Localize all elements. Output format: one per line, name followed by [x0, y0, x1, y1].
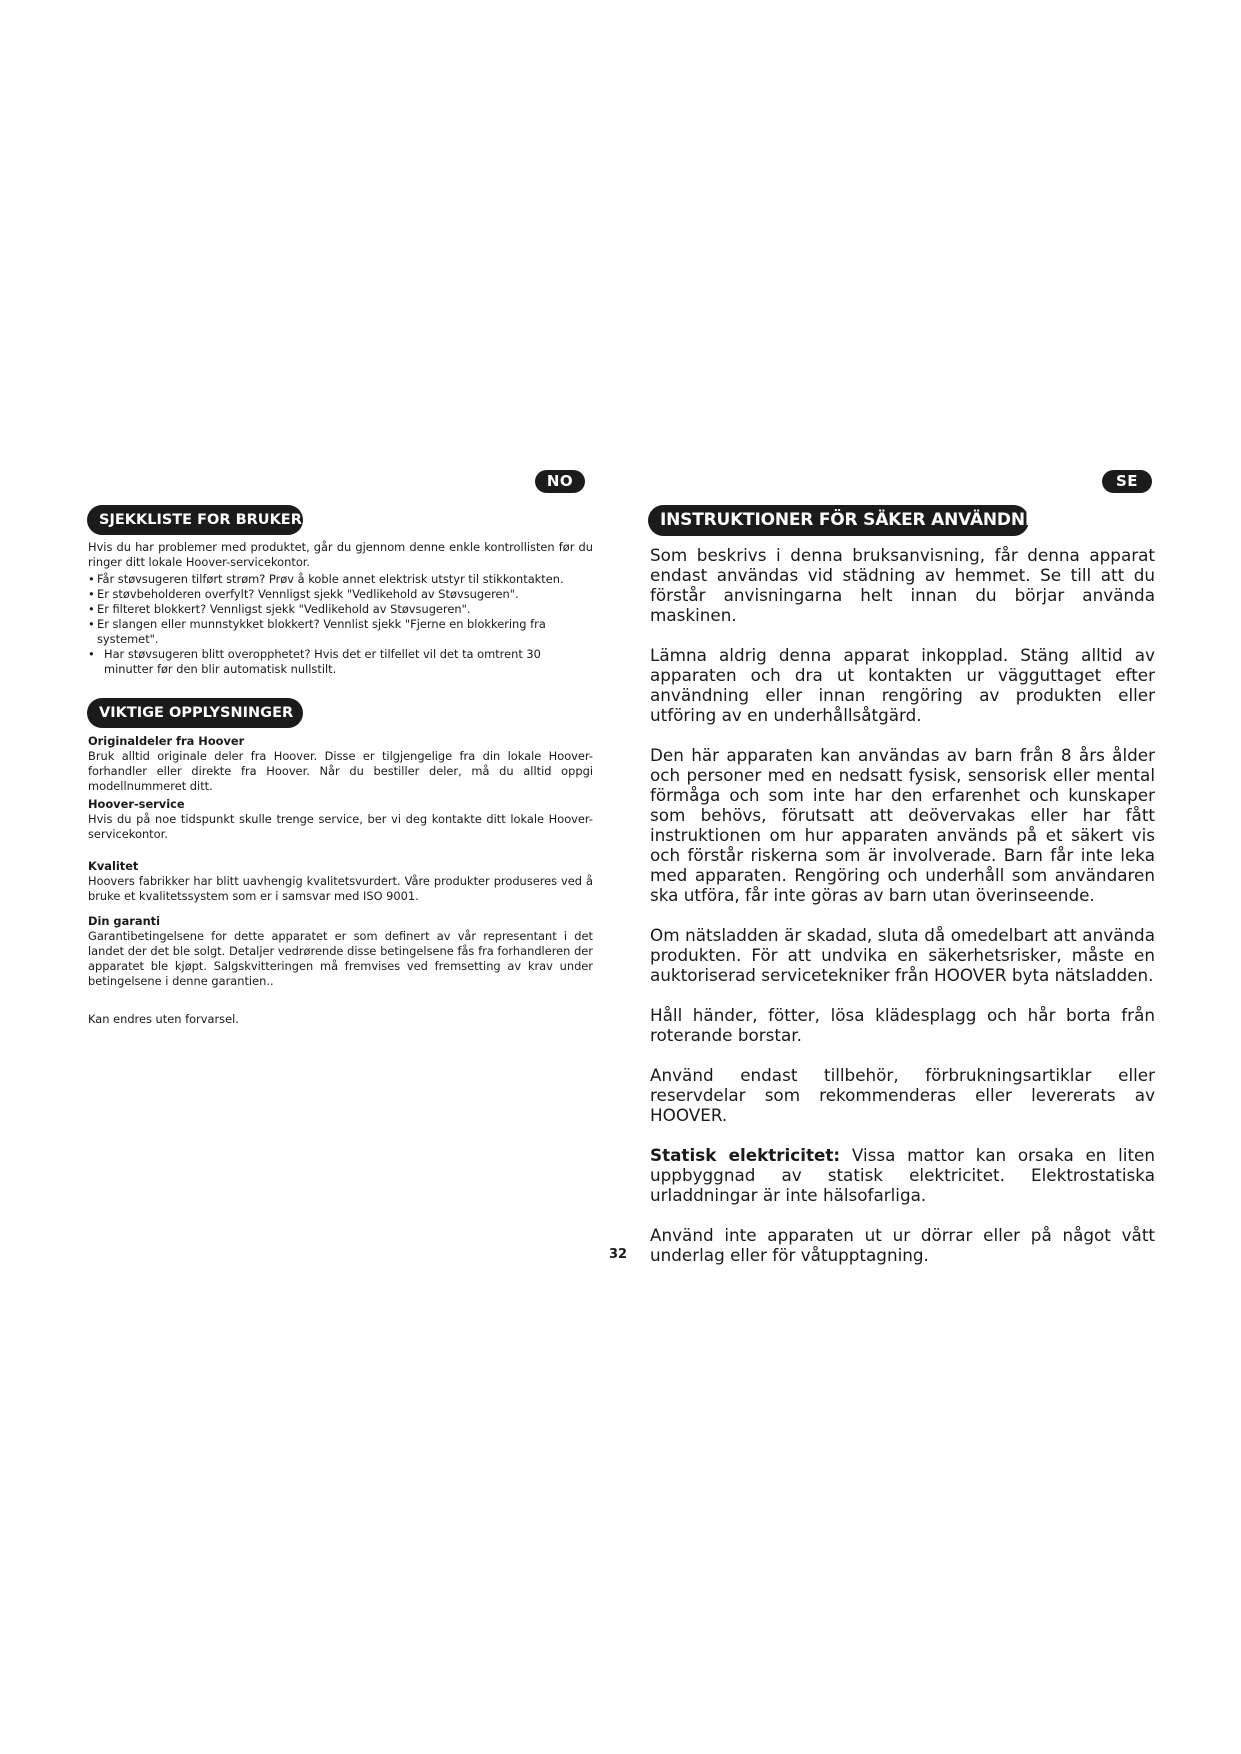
checklist-item: • Er støvbeholderen overfylt? Vennligst sjekk "Vedlikehold av Støvsugeren". — [88, 587, 593, 602]
info-subheading: Originaldeler fra Hoover — [88, 734, 245, 748]
checklist-item: • Er slangen eller munnstykket blokkert? Vennlist sjekk "Fjerne en blokkering fra systemet". — [88, 617, 593, 647]
info-heading: VIKTIGE OPPLYSNINGER — [87, 698, 303, 728]
notice: Kan endres uten forvarsel. — [88, 1012, 239, 1026]
info-text: Hvis du på noe tidspunkt skulle trenge service, ber vi deg kontakte ditt lokale Hoover-servicekontor. — [88, 812, 593, 841]
language-badge-no: NO — [535, 470, 585, 493]
static-electricity-paragraph — [650, 1145, 1155, 1205]
safety-heading: INSTRUKTIONER FÖR SÄKER ANVÄNDNING — [648, 505, 1029, 536]
info-subheading: Din garanti — [88, 914, 161, 928]
info-text: Garantibetingelsene for dette apparatet er som definert av vår representant i det landet der det ble solgt. Detaljer vedrørende disse betingelsene fås fra forhandleren der apparatet ble kjøpt. Salgskvitteringen må fremvises ved fremsetting av krav under betingelsene i denne garantien.. — [88, 929, 593, 988]
safety-paragraph: Om nätsladden är skadad, sluta då omedelbart att använda produkten. För att undvika en säkerhetsrisker, måste en auktoriserad servicetekniker från HOOVER byta nätsladden. — [650, 925, 1155, 985]
safety-section — [650, 545, 1155, 1285]
info-section-garanti — [88, 914, 593, 989]
info-subheading: Kvalitet — [88, 859, 139, 873]
info-section-kvalitet — [88, 859, 593, 904]
notice-text — [88, 1012, 593, 1027]
info-text: Bruk alltid originale deler fra Hoover. Disse er tilgjengelige fra din lokale Hoover-forhandler eller direkte fra Hoover. Når du bestiller deler, må du alltid oppgi modellnummeret ditt. — [88, 749, 593, 793]
checklist-item: • Er filteret blokkert? Vennligst sjekk "Vedlikehold av Støvsugeren". — [88, 602, 593, 617]
safety-paragraph: Den här apparaten kan användas av barn från 8 års ålder och personer med en nedsatt fysisk, sensorisk eller mental förmåga och som inte har den erfarenhet och kunskaper som behövs, förutsatt att deövervakas eller har fått instruktionen om hur apparaten används på et säkert vis och förstår riskerna som är involverade. Barn får inte leka med apparaten. Rengöring och underhåll som användaren ska utföra, får inte göras av barn utan överinseende. — [650, 745, 1155, 905]
info-text: Hoovers fabrikker har blitt uavhengig kvalitetsvurdert. Våre produkter produseres ved å bruke et kvalitetssystem som er i samsvar med ISO 9001. — [88, 874, 593, 903]
safety-paragraph: Använd inte apparaten ut ur dörrar eller på något vått underlag eller för våtupptagning. — [650, 1225, 1155, 1265]
checklist-intro: Hvis du har problemer med produktet, går du gjennom denne enkle kontrollisten før du ringer ditt lokale Hoover-servicekontor. — [88, 540, 593, 569]
info-section-originaldeler — [88, 734, 593, 794]
static-electricity-text: Vissa mattor kan orsaka en liten uppbyggnad av statisk elektricitet. Elektrostatiska urladdningar är inte hälsofarliga. — [650, 1145, 1155, 1205]
checklist-item: • Har støvsugeren blitt overopphetet? Hvis det er tilfellet vil det ta omtrent 30 minutter før den blir automatisk nullstilt. — [88, 647, 593, 677]
checklist-list — [88, 572, 593, 677]
language-badge-se: SE — [1102, 470, 1152, 493]
safety-paragraph: Använd endast tillbehör, förbrukningsartiklar eller reservdelar som rekommenderas eller levererats av HOOVER. — [650, 1065, 1155, 1125]
checklist-item: • Får støvsugeren tilført strøm? Prøv å koble annet elektrisk utstyr til stikkontakten. — [88, 572, 593, 587]
info-subheading: Hoover-service — [88, 797, 185, 811]
safety-paragraph: Som beskrivs i denna bruksanvisning, får denna apparat endast användas vid städning av hemmet. Se till att du förstår anvisningarna helt innan du börjar använda maskinen. — [650, 545, 1155, 625]
checklist-heading: SJEKKLISTE FOR BRUKER — [87, 505, 303, 535]
safety-paragraph: Lämna aldrig denna apparat inkopplad. Stäng alltid av apparaten och dra ut kontakten ur vägguttaget efter användning eller innan rengöring av produkten eller utföring av en underhållsåtgärd. — [650, 645, 1155, 725]
checklist-section — [88, 540, 593, 677]
static-electricity-label: Statisk elektricitet: — [650, 1145, 841, 1165]
safety-paragraph: Håll händer, fötter, lösa klädesplagg och hår borta från roterande borstar. — [650, 1005, 1155, 1045]
info-section-service — [88, 797, 593, 842]
page-number: 32 — [609, 1247, 628, 1262]
